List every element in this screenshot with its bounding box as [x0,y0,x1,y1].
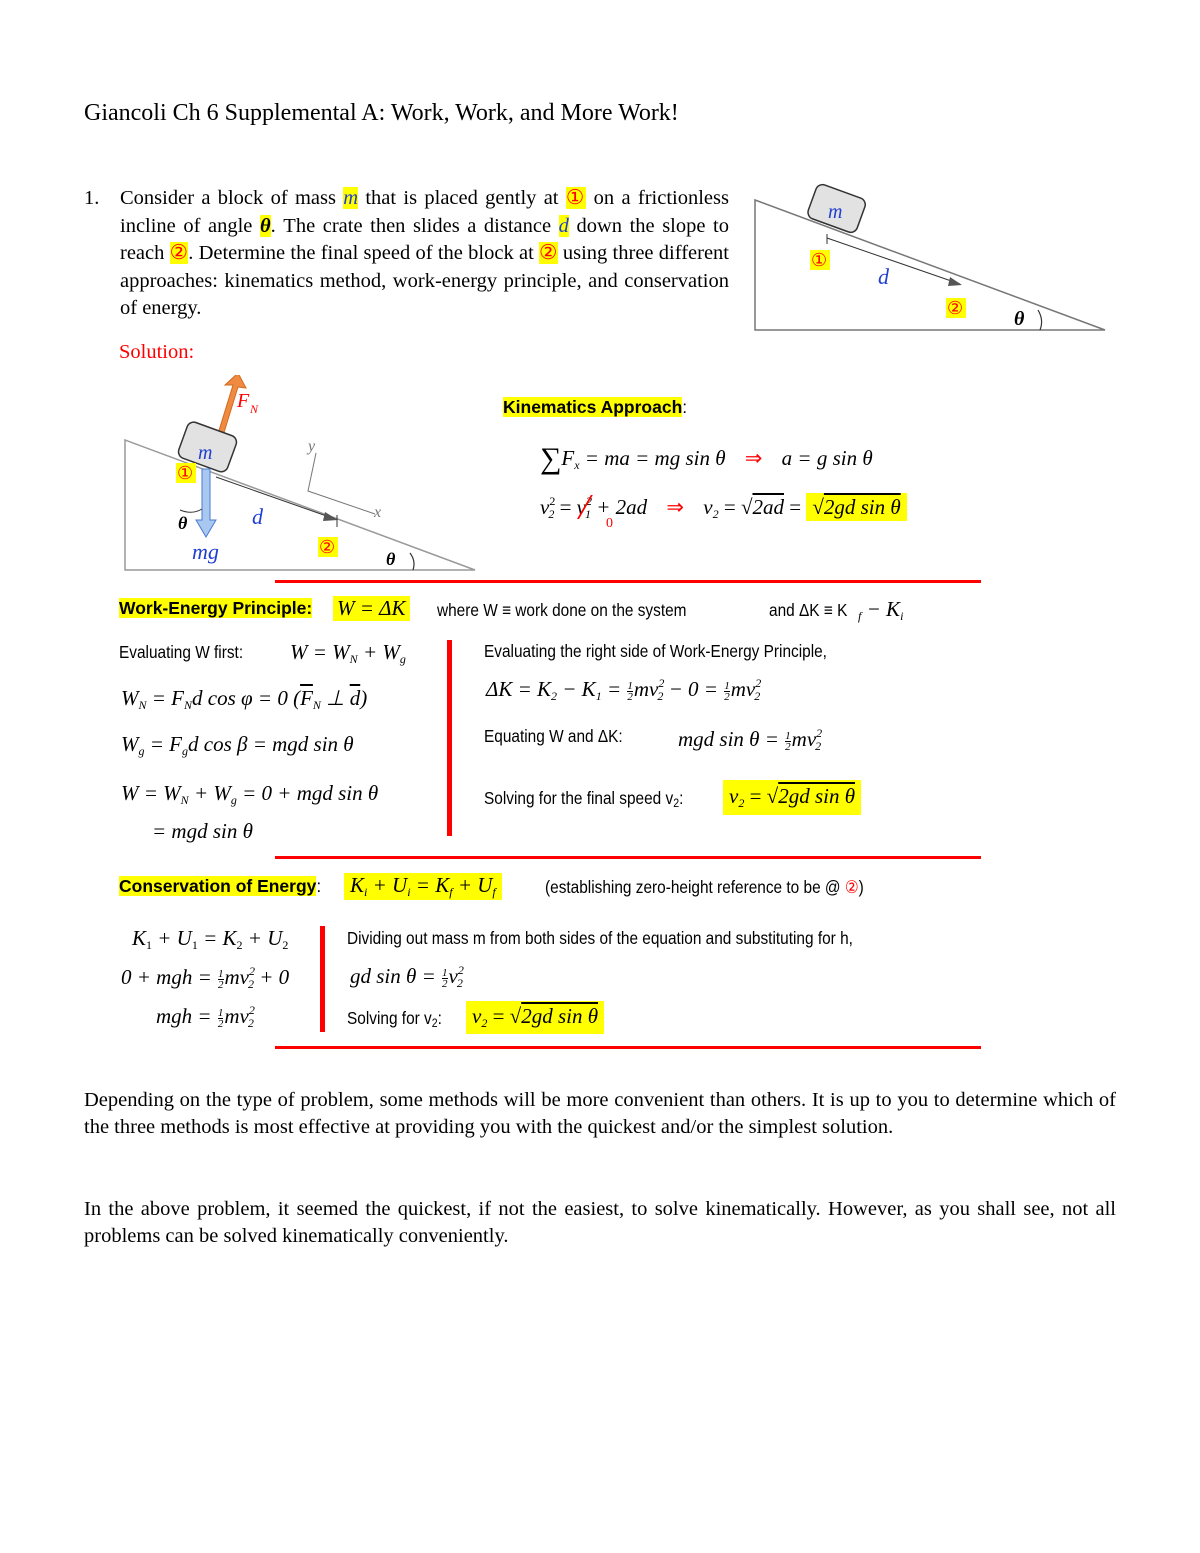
subscript: g [182,744,188,758]
subscript: N [312,698,321,712]
half-fraction: $\frac{1}{2}$ [785,729,791,753]
work-definition: where W ≡ work done on the system [437,600,687,620]
subscript: 2 [551,689,558,703]
mass-symbol: m [343,187,359,209]
kinematics-heading: Kinematics Approach [503,397,683,417]
wg-eq [121,732,354,759]
half-fraction: $\frac{1}{2}$ [724,679,730,703]
eq-text: − K [557,677,596,701]
eq-text: mgd sin θ = [678,727,785,751]
subscript: N [138,698,147,712]
divider-3 [275,1046,981,1049]
v-symbol: v [540,495,550,519]
problem-text: . The crate then slides a distance [270,214,559,237]
eq-text: + U [242,926,283,950]
energy-eq-1 [132,926,288,953]
fbd-mass-label: m [198,442,213,464]
colon: : [437,1008,442,1028]
eq-text: + U [367,873,408,897]
eq-text: mv [633,677,659,701]
paragraph-1: Depending on the type of problem, some methods will be more convenient than others. It is up to you to determine which of the three methods is most effective at providing you with the quickest and/or the simplest solution. [84,1089,1116,1138]
eq-text: + 0 [254,965,290,989]
eq-text: W [121,732,139,756]
subscript: 2 [282,938,289,952]
eq-text: (establishing zero-height reference to be @ [545,877,845,897]
evaluating-w-label: Evaluating W first: [119,642,244,662]
problem-text: down the slope to reach [120,214,729,264]
position-1-marker: ① [565,187,587,209]
fbd-angle-label: θ [386,549,396,569]
eq-text: K [350,873,365,897]
half-fraction: $\frac{1}{2}$ [218,967,224,991]
wn-eq [121,686,367,713]
eq-text: = F [144,732,182,756]
solution-label: Solution: [119,341,195,363]
w-total-eq [121,781,378,808]
eq-text: d cos φ = 0 ( [192,686,301,710]
work-energy-heading: Work-Energy Principle: [119,598,313,618]
position-2-marker: ② [844,877,859,897]
problem-text: that is placed gently at [358,187,566,209]
x-axis-label: x [374,504,382,521]
subscript: 2 [673,796,680,810]
subscript: g [399,652,406,666]
eq-text: = ma = mg sin θ [579,446,726,470]
eq-text: Solving for the final speed v [484,788,674,808]
y-axis-label: y [308,438,316,455]
eq-text: W [121,686,139,710]
dividing-eq: gd sin θ = $\frac{1}{2}$ $v^2_2$ [350,963,464,990]
distance-symbol: d [558,214,569,237]
eq-text: = [601,677,627,701]
eq-text: = 0 + mgd sin θ [236,781,379,805]
radicand: 2gd sin θ [823,495,901,519]
eq-text: = √ [487,1004,522,1028]
energy-eq-3: mgh = $\frac{1}{2}$ $mv^2_2$ [156,1003,255,1030]
problem-text: . Determine the final speed of the block at [188,242,540,264]
work-energy-answer [723,780,861,815]
subscript: i [407,885,411,899]
fbd-angle-small: θ [178,513,188,533]
fbd-pos2-label: ② [319,537,336,558]
eq-text: K [132,926,147,950]
angle-label: θ [1014,308,1025,330]
implies-arrow: ⇒ [744,446,763,470]
eq-text: Solving for v [347,1008,432,1028]
eq-text: gd sin θ = [350,964,441,988]
fbd-pos1-label: ① [177,463,194,484]
subscript: 1 [191,938,198,952]
zero-label: 0 [606,516,613,531]
eq-text: = √ [744,784,779,808]
problem-text: on a frictionless incline of angle [120,187,729,237]
problem-text: using three different approaches: kinematics method, work-energy principle, and conservation of energy. [120,242,729,319]
half-fraction: $\frac{1}{2}$ [627,679,633,703]
w-result-eq: = mgd sin θ [152,819,253,843]
divider-1 [275,580,981,583]
position-2-marker: ② [539,242,558,264]
eq-text: mv [224,965,250,989]
conservation-answer [466,1001,604,1034]
kinematics-heading-row [503,397,687,418]
implies-arrow: ⇒ [666,495,685,519]
eq-text: = [554,495,577,519]
subscript: x [574,458,580,472]
delta-k-eq: $\Delta K = K_2 - K_1$ = $\frac{1}{2}$ $mv^2_2 - 0$ = $\frac{1}{2}$ $mv^2_2$ [486,676,762,703]
incline-diagram [750,180,1115,340]
solving-label [347,1008,442,1030]
work-energy-eq: W = ΔK [333,596,410,621]
weight-label: mg [192,539,219,564]
position-2-marker: ② [169,242,189,264]
evaluating-right-label: Evaluating the right side of Work-Energy Principle, [484,641,827,661]
eq-text: d cos β = mgd sin θ [188,732,354,756]
root-symbol: √ [812,495,824,519]
eq-text: = K [410,873,450,897]
eq-text: + U [452,873,493,897]
kinematics-eq1 [540,442,873,476]
w-sum-eq [290,640,406,667]
eq-text: ⊥ [320,686,350,710]
eq-text: v [448,964,458,988]
fbd-distance-arrowhead [323,512,338,521]
eq-text: mv [730,677,756,701]
conservation-heading: Conservation of Energy [119,876,317,896]
eq-text: ΔK = K [486,677,552,701]
colon: : [316,876,322,896]
subscript: N [349,652,358,666]
radicand: 2gd sin θ [778,784,856,808]
eq-text: = K [197,926,237,950]
subscript: 2 [481,1016,488,1030]
problem-number: 1. [84,187,100,209]
delta-k-definition [769,597,903,624]
eq-text: ) [858,877,864,897]
eq-text: W = W [121,781,181,805]
eq-text: and ΔK ≡ K [769,600,848,620]
eq-text: = F [146,686,185,710]
subscript: g [138,744,145,758]
equating-eq: mgd sin θ = $\frac{1}{2}$ $mv^2_2$ [678,726,823,753]
eq-text: = √ [718,495,753,519]
divider-2 [275,856,981,859]
vector-d: $\overline{d}$ [349,686,361,710]
axes [308,453,375,514]
equating-label: Equating W and ΔK: [484,726,623,746]
eq-text: ) [360,686,368,710]
problem-text: Consider a block of mass [120,187,344,209]
subscript: N [184,698,193,712]
conservation-eq [344,873,502,900]
half-fraction: $\frac{1}{2}$ [217,1006,224,1030]
eq-text: + W [188,781,231,805]
fbd-distance-label: d [252,504,263,529]
kinematics-eq2: $v^2_2 = v^2_1$ + 2ad 0 ⇒ $v_2 = √2ad = √2gd$ sin θ [540,494,907,522]
colon: : [682,397,688,417]
sum-symbol: ∑ [540,442,562,475]
conservation-heading-row [119,876,321,897]
colon: : [679,788,684,808]
equating-row [484,726,642,747]
solving-label [484,788,683,810]
subscript: i [900,609,904,623]
problem-statement [84,185,729,323]
energy-eq-2: 0 + mgh = $\frac{1}{2}$ $mv^2_2 + 0$ [121,964,290,991]
dividing-note: Dividing out mass m from both sides of the equation and substituting for h, [347,928,853,948]
crossed-v1: $v^2_1$ [577,495,591,519]
subscript: 2 [738,796,745,810]
eq-text: − K [861,597,901,621]
normal-force-sub: N [250,402,259,416]
eq-text: = [783,495,807,519]
eq-text: + 2ad [591,495,648,519]
v-symbol: v [729,784,739,808]
conservation-solving-row [347,1008,455,1030]
paragraph-2: In the above problem, it seemed the quickest, if not the easiest, to solve kinematically. However, as you shall see, not all problems can be solved kinematically conveniently. [84,1198,1116,1247]
subscript: f [449,885,453,899]
v-symbol: v [576,495,586,519]
half-fraction: $\frac{1}{2}$ [442,966,448,990]
eq-text: mv [224,1004,249,1028]
v-symbol: v [472,1004,482,1028]
incline-triangle [755,200,1105,330]
eq-text: − 0 = [663,677,724,701]
subscript: g [230,793,237,807]
pos1-label: ① [811,250,828,271]
angle-symbol: θ [259,214,271,237]
vertical-divider-2 [320,926,325,1032]
normal-force-label: F [237,390,250,412]
pos2-label: ② [947,298,964,319]
kinematics-answer [806,493,906,521]
v-symbol: v [703,495,713,519]
eq-text: 0 + mgh = [121,965,218,989]
subscript: i [364,885,368,899]
radicand: 2ad [752,495,784,519]
eq-text: + W [357,640,400,664]
radicand: 2gd sin θ [521,1004,599,1028]
subscript: 2 [236,938,243,952]
fbd-incline [125,440,475,570]
vertical-divider-1 [447,640,452,836]
eq-text: mv [791,727,817,751]
free-body-diagram [120,375,485,575]
acceleration-result: a = g sin θ [781,446,873,470]
page-title: Giancoli Ch 6 Supplemental A: Work, Work, and More Work! [84,100,679,126]
subscript: 1 [146,938,153,952]
subscript: N [180,793,189,807]
force-symbol: F [561,446,575,470]
eq-text: mgh = [156,1004,217,1028]
subscript: 2 [431,1016,438,1030]
reference-note [545,877,864,898]
subscript: f [858,609,862,623]
solving-row [484,788,711,810]
eq-text: + U [152,926,192,950]
block-mass-label: m [828,201,843,223]
subscript: 1 [595,689,602,703]
eq-text: W = W [290,640,350,664]
vector-f: $\overline{F}$ [300,686,313,710]
subscript: f [492,885,496,899]
distance-label: d [878,264,889,289]
